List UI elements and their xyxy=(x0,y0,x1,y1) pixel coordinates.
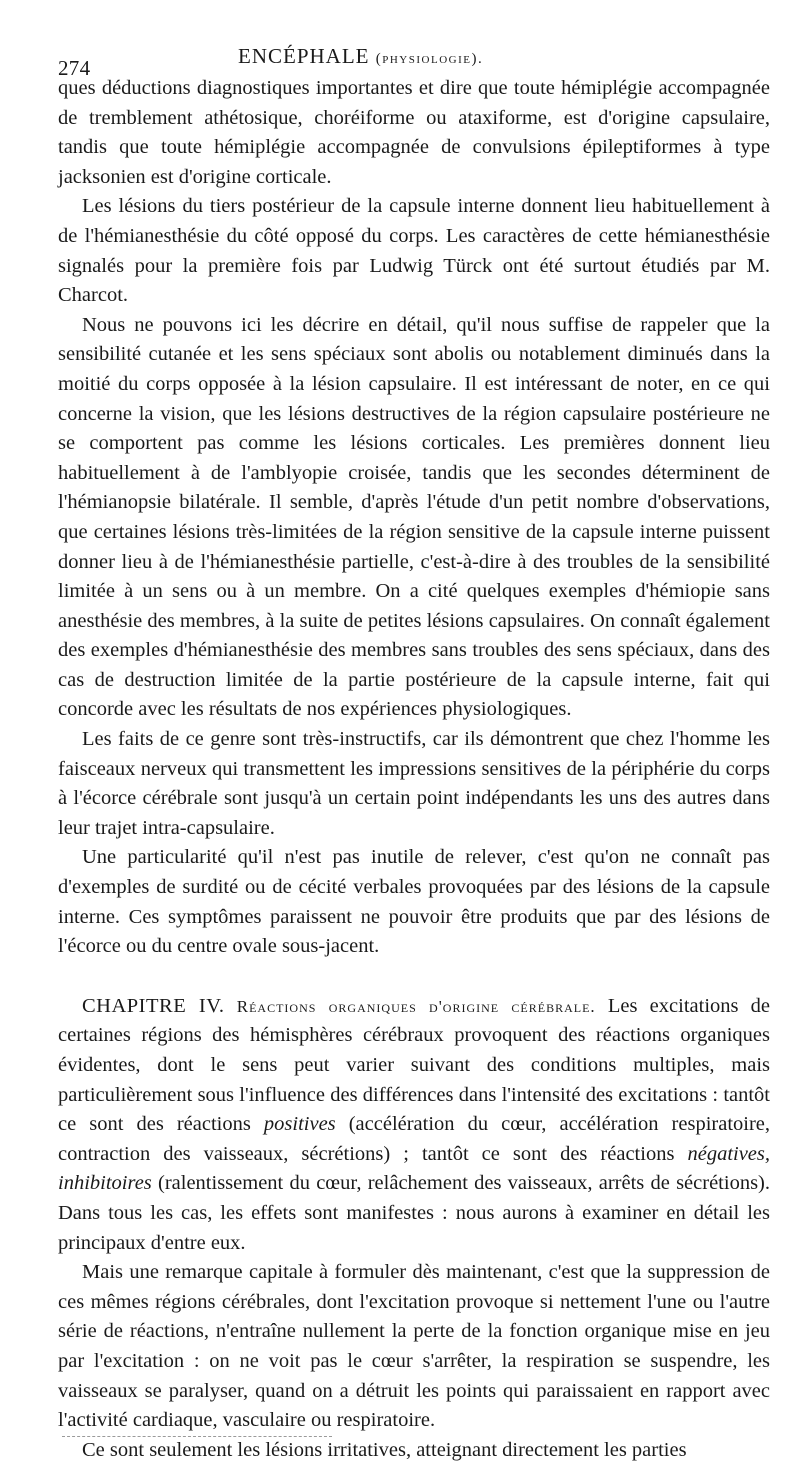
chapter-title: Réactions organiques d'origine cérébrale. xyxy=(236,996,596,1016)
running-title-subtitle: (physiologie). xyxy=(375,51,484,67)
paragraph: Les faits de ce genre sont très-instructifs, car ils démontrent que chez l'homme les faisceaux nerveux qui transmettent les impressions sensitives de la périphérie du corps à l'écorce cérébrale sont jusqu'à un certain point indépendants les uns des autres dans leur trajet intra-capsulaire. xyxy=(58,728,770,839)
page xyxy=(58,40,770,1465)
chapter-text: Les excitations de certaines régions des hémisphères cérébraux provoquent des réactions organiques évidentes, dont le sens peut varier suivant des conditions multiples, mais particulièrement sous l'influence des différences dans l'intensité des excitations : tantôt ce sont des réactions xyxy=(58,994,771,1136)
paragraph: Mais une remarque capitale à formuler dès maintenant, c'est que la suppression de ces mêmes régions cérébrales, dont l'excitation provoque si nettement l'une ou l'autre série de réactions, n'entraîne nullement la perte de la fonction organique mise en jeu par l'excitation : on ne voit pas le cœur s'arrêter, la respiration se suspendre, les vaisseaux se paralyser, quand on a détruit les points qui paraissaient en rapport avec l'activité cardiaque, vasculaire ou respiratoire. xyxy=(58,1261,770,1432)
running-title-main: ENCÉPHALE xyxy=(238,44,370,68)
paragraph: Les lésions du tiers postérieur de la capsule interne donnent lieu habituellement à de l'hémianesthésie du côté opposé du corps. Les caractères de cette hémianesthésie signalés pour la première fois par Ludwig Türck ont été surtout étudiés par M. Charcot. xyxy=(58,195,770,307)
running-title xyxy=(238,44,483,69)
section-gap xyxy=(58,962,770,992)
chapter-label: CHAPITRE IV. xyxy=(82,994,225,1017)
page-number: 274 xyxy=(58,56,91,80)
chapter-text: (accélération du cœur, accélération respiratoire, contraction des vaisseaux, sécrétions) ; tantôt ce sont des réactions xyxy=(58,1113,771,1165)
italic-term: positives xyxy=(263,1113,336,1136)
running-head xyxy=(58,40,770,80)
chapter-opening-paragraph xyxy=(58,992,770,1258)
footer-rule xyxy=(62,1436,332,1437)
paragraph-continuation: ques déductions diagnostiques importantes et dire que toute hémiplégie accompagnée de tremblement athétosique, choréiforme ou ataxiforme, est d'origine capsulaire, tandis que toute hémiplégie accompagnée de convulsions épileptiformes à type jacksonien est d'origine corticale. xyxy=(58,77,770,188)
chapter-text: (ralentissement du cœur, relâchement des vaisseaux, arrêts de sécrétions). Dans tous les cas, les effets sont manifestes : nous aurons à examiner en détail les principaux d'entre eux. xyxy=(58,1172,770,1254)
paragraph: Une particularité qu'il n'est pas inutile de relever, c'est qu'on ne connaît pas d'exemples de surdité ou de cécité verbales provoquées par des lésions de la capsule interne. Ces symptômes paraissent ne pouvoir être produits que par des lésions de l'écorce ou du centre ovale sous-jacent. xyxy=(58,846,770,958)
paragraph-final: Ce sont seulement les lésions irritatives, atteignant directement les parties xyxy=(82,1438,687,1461)
italic-term: négatives, inhibitoires xyxy=(58,1142,771,1195)
body-text xyxy=(58,74,770,1465)
paragraph: Nous ne pouvons ici les décrire en détail, qu'il nous suffise de rappeler que la sensibilité cutanée et les sens spéciaux sont abolis ou notablement diminués dans la moitié du corps opposée à la lésion capsulaire. Il est intéressant de noter, en ce qui concerne la vision, que les lésions destructives de la région capsulaire postérieure ne se comportent pas comme les lésions corticales. Les premières donnent lieu habituellement à de l'amblyopie croisée, tandis que les secondes déterminent de l'hémianopsie bilatérale. Il semble, d'après l'étude d'un petit nombre d'observations, que certaines lésions très-limitées de la région sensitive de la capsule interne puissent donner lieu à de l'hémianesthésie partielle, c'est-à-dire à des troubles de la sensibilité limitée à un sens ou à un membre. On a cité quelques exemples d'hémiopie sans anesthésie des membres, à la suite de petites lésions capsulaires. On connaît également des exemples d'hémianesthésie des membres sans troubles des sens spéciaux, dans des cas de destruction limitée de la partie postérieure de la capsule interne, fait qui concorde avec les résultats de nos expériences physiologiques. xyxy=(58,313,770,721)
